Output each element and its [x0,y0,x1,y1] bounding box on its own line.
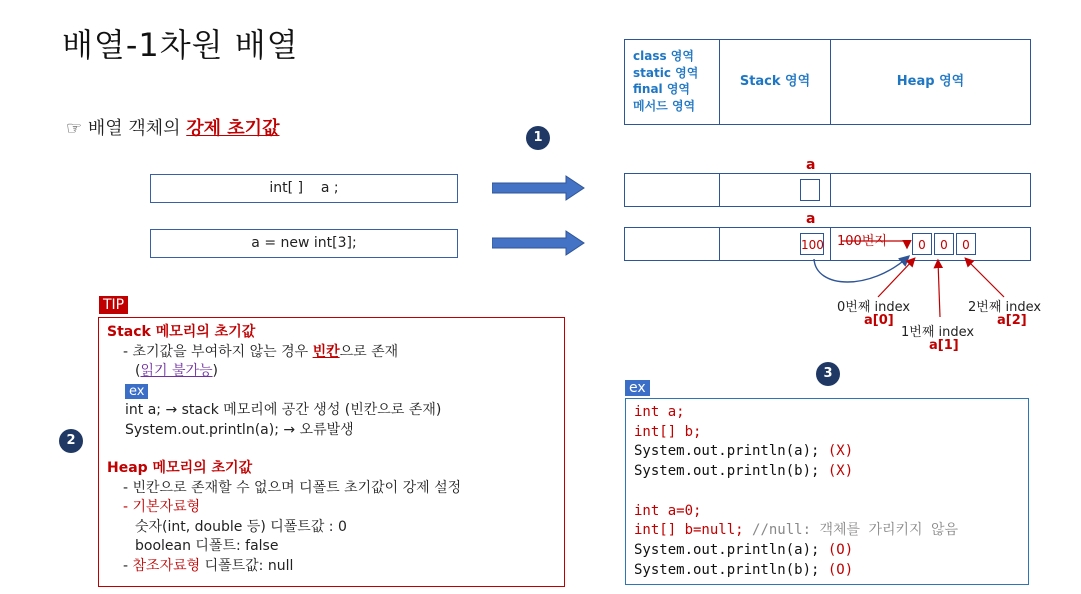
stack-area-label: Stack 영역 [739,74,811,89]
step-badge-3: 3 [816,362,840,386]
index0-name: a[0] [864,313,894,328]
heap-line5: - 참조자료형 디폴트값: null [123,557,294,574]
code-allocation: a = new int[3]; [251,235,357,251]
subtitle [66,114,279,140]
flow-arrows [492,174,588,258]
stack-slot-reference: 100 [800,233,824,255]
code-declaration: int[ ] a ; [269,180,339,196]
step-badge-2: 2 [59,429,83,453]
example-code-box [625,398,1029,585]
index1-arrow-icon [938,261,940,317]
stack-line1: - 초기값을 부여하지 않는 경우 빈칸으로 존재 [123,343,399,360]
code-declaration-box [150,174,458,203]
heap-area-label: Heap 영역 [896,74,965,89]
heap-line2: - 기본자료형 [123,499,201,515]
index0-label: 0번째 index [837,300,911,315]
empty-slot-term: 빈칸 [312,343,340,360]
example-tag: ex [625,380,650,396]
arrow-right-icon [492,231,584,255]
index2-label: 2번째 index [968,300,1042,315]
stack-var-label-1: a [806,157,816,173]
address-arrow-icon [842,241,907,247]
stack-example-1: int a; → stack 메모리에 공간 생성 (빈칸으로 존재) [125,402,442,418]
index1-name: a[1] [929,338,959,353]
page-title: 배열-1차원 배열 [62,26,299,64]
index1-label: 1번째 index [901,325,975,340]
subtitle-emphasis: 강제 초기값 [186,118,280,139]
arrow-right-icon [492,176,584,200]
example-line-6: int[] b=null; //null: 객체를 가리키지 않음 [634,522,959,539]
stack-line2: (읽기 불가능) [135,363,219,379]
heap-line1: - 빈칸으로 존재할 수 없으며 디폴트 초기값이 강제 설정 [123,479,462,496]
example-line-3: System.out.println(a); (X) [634,443,854,460]
example-line-8: System.out.println(b); (O) [634,561,854,578]
row2-method-cell [625,228,720,260]
example-line-1: int a; [634,404,685,420]
code-allocation-box [150,229,458,258]
heap-slot-0: 0 [912,233,932,255]
heap-slot-1: 0 [934,233,954,255]
row1-stack-cell [720,174,831,206]
stack-example-2: System.out.println(a); → 오류발생 [125,421,354,438]
method-area-header [625,40,720,124]
index2-name: a[2] [997,313,1027,328]
index0-arrow-icon [878,259,914,297]
example-line-4: System.out.println(b); (X) [634,463,854,480]
final-area-label: final 영역 [633,82,691,96]
heap-area-header [831,40,1030,124]
method-area-label: 메서드 영역 [633,98,696,113]
memory-header-table [624,39,1031,125]
subtitle-prefix: ☞ 배열 객체의 [66,118,187,139]
reference-pointer-icon [814,257,908,282]
example-line-5: int a=0; [634,502,702,519]
example-line-2: int[] b; [634,423,702,440]
static-area-label: static 영역 [633,65,699,80]
stack-slot-empty [800,179,820,201]
heap-heading: Heap 메모리의 초기값 [107,460,253,476]
stack-var-label-2: a [806,211,816,227]
tip-box [98,317,565,587]
class-area-label: class 영역 [633,49,694,63]
heap-line4: boolean 디폴트: false [135,538,279,554]
stack-area-header [720,40,831,124]
unreadable-term: 읽기 불가능 [140,363,213,379]
example-line-7: System.out.println(a); (O) [634,541,854,558]
heap-slot-2: 0 [956,233,976,255]
tip-ex-tag: ex [125,384,148,399]
heap-address-label: 100번지 [837,234,887,249]
memory-row-declaration [624,173,1031,207]
tip-tag: TIP [99,296,128,314]
step-badge-1: 1 [526,126,550,150]
stack-heading: Stack 메모리의 초기값 [107,324,256,340]
heap-line3: 숫자(int, double 등) 디폴트값 : 0 [135,518,347,535]
index2-arrow-icon [966,259,1004,297]
row1-method-cell [625,174,720,206]
